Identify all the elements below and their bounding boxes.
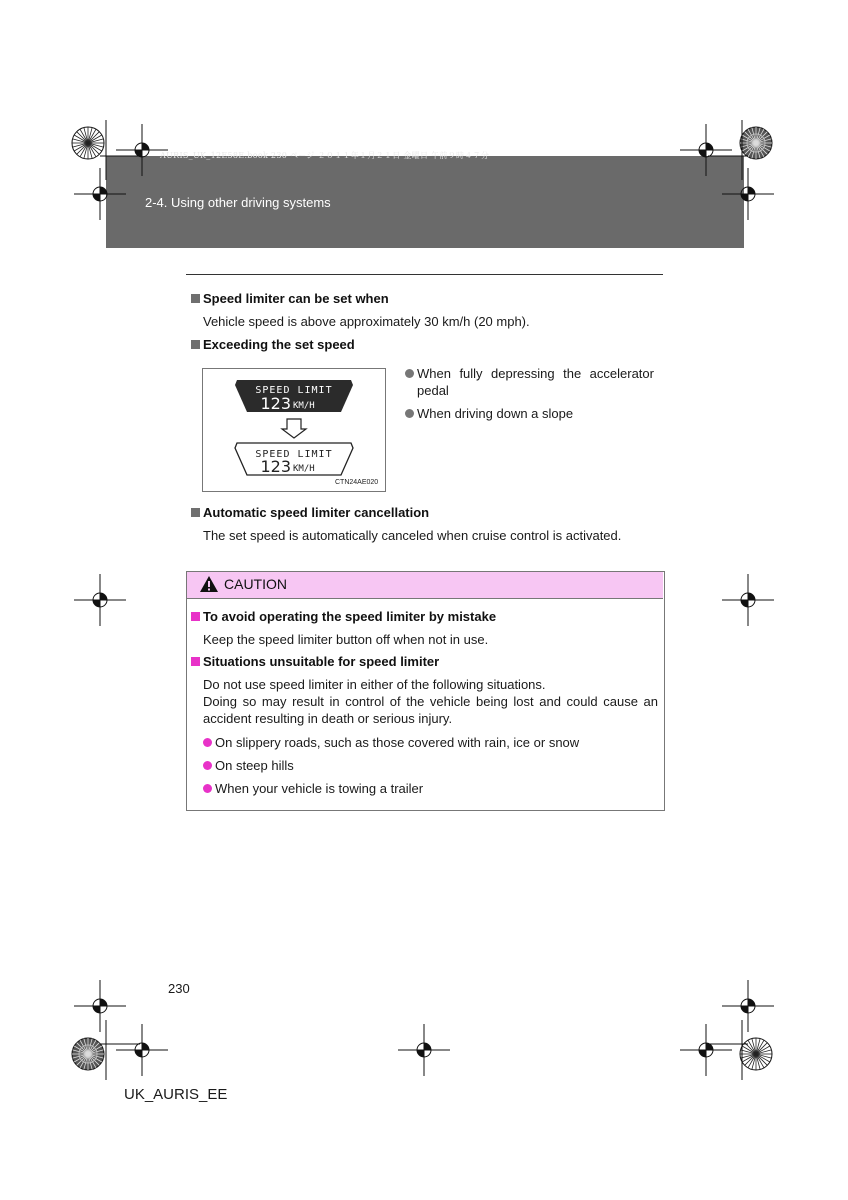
crop-line-mark [100,120,140,180]
heading-square-icon [191,508,200,517]
heading-square-icon [191,612,200,621]
heading-auto-cancel: Automatic speed limiter cancellation [191,505,429,520]
section-title: 2-4. Using other driving systems [145,195,331,210]
caution-text-mistake: Keep the speed limiter button off when not in use. [203,632,489,647]
crop-line-mark [708,1020,748,1080]
auto-cancel-text: The set speed is automatically canceled when cruise control is activated. [203,528,622,543]
crosshair-mark-icon [394,1020,454,1080]
bullet-dot-icon [405,409,414,418]
heading-square-icon [191,340,200,349]
crop-line-mark [708,120,748,180]
crop-line-mark [100,1020,140,1080]
display-exceeded-unit: KM/H [293,464,315,474]
caution-bullet: On steep hills [203,757,294,774]
page-number: 230 [168,981,190,996]
caution-text-unsuitable-1: Do not use speed limiter in either of the following situations. [203,677,546,692]
display-active-value: 123 [260,394,291,413]
warning-icon [199,575,219,593]
crosshair-mark-icon [718,570,778,630]
exceeding-bullet: When fully depressing the accelerator pedal [405,365,655,399]
heading-square-icon [191,294,200,303]
bullet-dot-icon [203,761,212,770]
caution-bullet: When your vehicle is towing a trailer [203,780,423,797]
print-info: AURIS_UK_12E58E.book 230 ページ ２０１１年１月２１日 金曜日 午前９時４７分 [160,151,490,160]
display-exceeded-value: 123 [260,457,291,476]
display-active-label: SPEED LIMIT [255,385,333,396]
caution-heading-mistake: To avoid operating the speed limiter by mistake [191,609,496,624]
set-when-text: Vehicle speed is above approximately 30 km/h (20 mph). [203,314,530,329]
heading-set-when: Speed limiter can be set when [191,291,389,306]
display-active-unit: KM/H [293,401,315,411]
document-code: UK_AURIS_EE [124,1086,228,1103]
heading-exceeding: Exceeding the set speed [191,337,355,352]
display-exceeded-label: SPEED LIMIT [255,449,333,460]
caution-bullet: On slippery roads, such as those covered with rain, ice or snow [203,734,579,751]
speed-limit-figure [202,368,386,492]
caution-title: CAUTION [224,576,287,592]
caution-text-unsuitable-2: Doing so may result in control of the vehicle being lost and could cause an accident resulting in death or serious injury. [203,694,658,726]
down-arrow-icon [282,419,306,438]
heading-square-icon [191,657,200,666]
speed-limit-display-illustration [203,369,385,491]
bullet-dot-icon [203,784,212,793]
bullet-dot-icon [405,369,414,378]
figure-code: CTN24AE020 [335,479,379,486]
caution-heading-unsuitable: Situations unsuitable for speed limiter [191,654,439,669]
top-rule [186,274,663,275]
crosshair-mark-icon [70,570,130,630]
bullet-dot-icon [203,738,212,747]
exceeding-bullet: When driving down a slope [405,405,573,422]
